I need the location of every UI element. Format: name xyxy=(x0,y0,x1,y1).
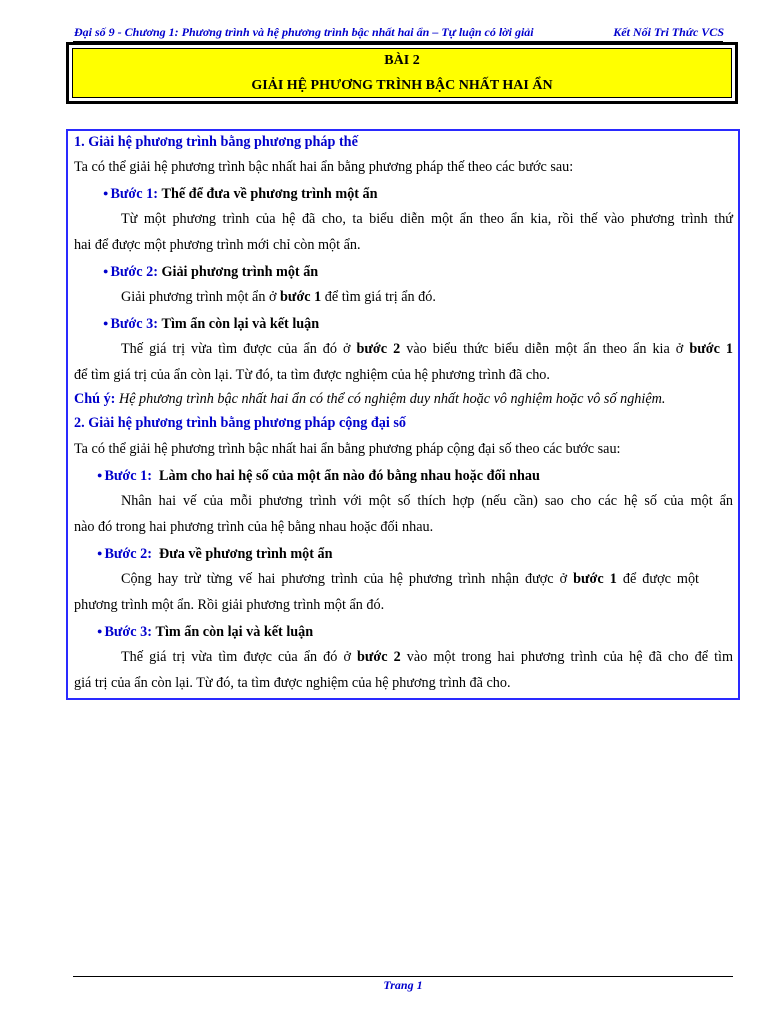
page-number: Trang 1 xyxy=(383,978,423,992)
step-reference: bước 1 xyxy=(280,289,322,305)
lesson-number: BÀI 2 xyxy=(384,53,420,68)
section1-step1 xyxy=(103,183,378,204)
header-subject: Đại số 9 - Chương 1: Phương trình và hệ phương trình bậc nhất hai ẩn – Tự luận có lời giải xyxy=(74,25,534,39)
bullet-dot-icon: ● xyxy=(97,626,103,636)
bullet-dot-icon: ● xyxy=(97,470,103,480)
section1-step3-text-line2: để tìm giá trị của ẩn còn lại. Từ đó, ta tìm được nghiệm của hệ phương trình đã cho. xyxy=(74,367,550,383)
note-text: Hệ phương trình bậc nhất hai ẩn có thể có nghiệm duy nhất hoặc vô nghiệm hoặc vô số nghiệm. xyxy=(115,391,666,407)
section2-step2-text-line2: phương trình một ẩn. Rồi giải phương trình một ẩn đó. xyxy=(74,597,385,613)
bullet-dot-icon: ● xyxy=(103,318,109,328)
step-label: Bước 2: xyxy=(110,264,158,280)
step-label: Bước 3: xyxy=(104,624,152,640)
lesson-title-frame xyxy=(66,42,738,104)
section1-heading: 1. Giải hệ phương trình bằng phương pháp thế xyxy=(74,134,358,150)
step-label: Bước 2: xyxy=(104,546,152,562)
step-label: Bước 1: xyxy=(110,186,158,202)
page-header xyxy=(74,23,724,41)
text-run: Cộng hay trừ từng vế hai phương trình của hệ phương trình nhận được ở xyxy=(121,571,574,587)
text-run: để tìm giá trị ẩn đó. xyxy=(321,289,436,305)
section2-step1-text-line2: nào đó trong hai phương trình của hệ bằng nhau hoặc đối nhau. xyxy=(74,519,434,535)
section1-step1-text-line2: hai để được một phương trình mới chỉ còn một ẩn. xyxy=(74,237,361,253)
bullet-dot-icon: ● xyxy=(103,266,109,276)
step-label: Bước 3: xyxy=(110,316,158,332)
section2-step3 xyxy=(97,621,313,642)
section2-step3-text-line2: giá trị của ẩn còn lại. Từ đó, ta tìm được nghiệm của hệ phương trình đã cho. xyxy=(74,675,511,691)
section1-step1-text-line1: Từ một phương trình của hệ đã cho, ta biểu diễn một ẩn theo ẩn kia, rồi thế vào phương trình thứ xyxy=(121,211,733,227)
step-reference: bước 1 xyxy=(689,341,733,357)
text-run: vào một trong hai phương trình của hệ đã cho để tìm xyxy=(400,649,733,665)
text-run: để được một xyxy=(616,571,699,587)
lesson-title: GIẢI HỆ PHƯƠNG TRÌNH BẬC NHẤT HAI ẨN xyxy=(251,78,553,93)
section1-step3 xyxy=(103,313,319,334)
lesson-title-box xyxy=(72,48,732,98)
step-reference: bước 2 xyxy=(356,341,401,357)
step-title: Đưa về phương trình một ẩn xyxy=(159,546,333,562)
bullet-dot-icon: ● xyxy=(97,548,103,558)
section2-step2-text-line1 xyxy=(121,569,699,589)
section1-note xyxy=(74,389,665,409)
step-label: Bước 1: xyxy=(104,468,152,484)
section2-step1-text-line1: Nhân hai vế của mỗi phương trình với một số thích hợp (nếu cần) sao cho các hệ số của một ẩn xyxy=(121,493,733,509)
section2-step2 xyxy=(97,543,333,564)
section1-step3-text-line1 xyxy=(121,339,733,359)
bullet-dot-icon: ● xyxy=(103,188,109,198)
section1-intro: Ta có thể giải hệ phương trình bậc nhất hai ẩn bằng phương pháp thế theo các bước sau: xyxy=(74,159,574,175)
text-run: Thế giá trị vừa tìm được của ẩn đó ở xyxy=(121,649,358,665)
header-publisher: Kết Nối Tri Thức VCS xyxy=(613,25,724,39)
note-label: Chú ý: xyxy=(74,391,116,407)
step-reference: bước 2 xyxy=(357,649,401,665)
step-title: Giải phương trình một ẩn xyxy=(161,264,319,280)
step-title: Thế để đưa về phương trình một ẩn xyxy=(161,186,378,202)
text-run: Giải phương trình một ẩn ở xyxy=(121,289,281,305)
text-run: Thế giá trị vừa tìm được của ẩn đó ở xyxy=(121,341,357,357)
step-reference: bước 1 xyxy=(573,571,617,587)
step-title: Tìm ẩn còn lại và kết luận xyxy=(161,316,320,332)
section2-step3-text-line1 xyxy=(121,647,733,667)
step-title: Làm cho hai hệ số của một ẩn nào đó bằng nhau hoặc đối nhau xyxy=(159,468,540,484)
section1-step2-text xyxy=(121,287,436,307)
text-run: vào biểu thức biểu diễn một ẩn theo ẩn kia ở xyxy=(400,341,690,357)
section2-step1 xyxy=(97,465,540,486)
step-title: Tìm ẩn còn lại và kết luận xyxy=(155,624,314,640)
section2-heading: 2. Giải hệ phương trình bằng phương pháp cộng đại số xyxy=(74,415,406,431)
section2-intro: Ta có thể giải hệ phương trình bậc nhất hai ẩn bằng phương pháp cộng đại số theo các bước sau: xyxy=(74,441,621,457)
section1-step2 xyxy=(103,261,318,282)
